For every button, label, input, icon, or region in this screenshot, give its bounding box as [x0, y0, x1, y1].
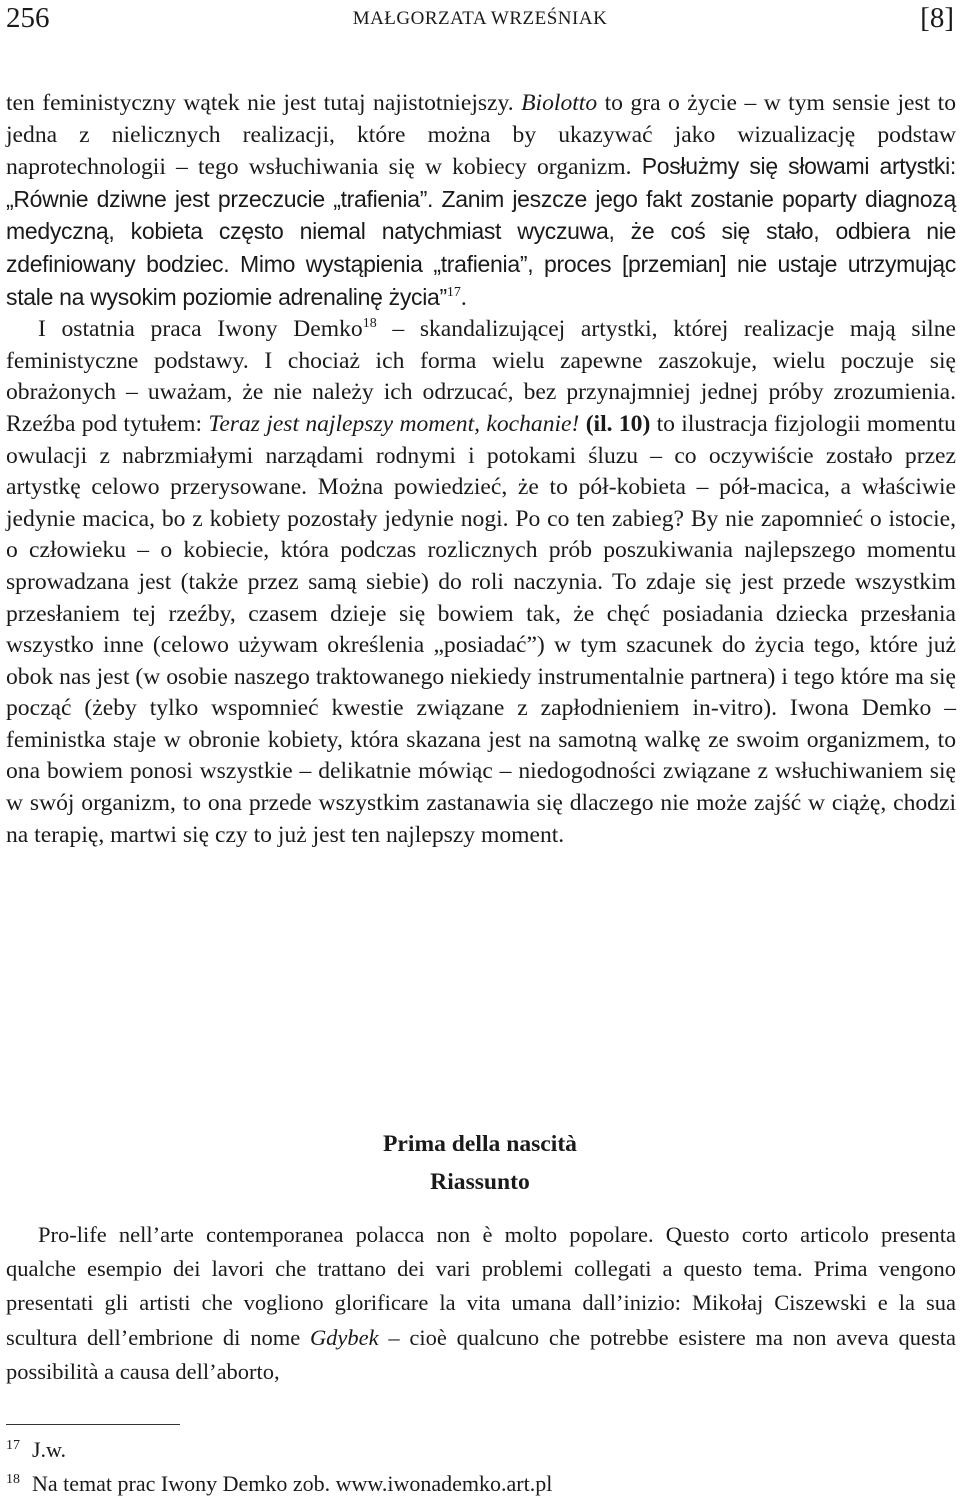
- text-run: – cioè qualcuno che potrebbe esistere ma non aveva questa possibilità a causa dell’aborto,: [6, 1324, 956, 1384]
- running-head-author: MAŁGORZATA WRZEŚNIAK: [352, 8, 608, 29]
- footnotes: [6, 1433, 956, 1501]
- main-text: [6, 88, 956, 851]
- running-header: [6, 0, 954, 44]
- text-run: ten feministyczny wątek nie jest tutaj najistotniejszy.: [6, 90, 522, 116]
- footnote-text: Na temat prac Iwony Demko zob. www.iwonademko.art.pl: [32, 1471, 553, 1496]
- text-run: to gra o życie – w tym sensie jest to jedna z nielicznych realizacji, które można by ukazywać jako wizualizację podstaw naprotechnologii – tego wsłuchiwania się w kobiecy organizm.: [6, 90, 957, 181]
- paragraph-1: [6, 88, 956, 314]
- section-number: [8]: [920, 2, 954, 34]
- artist-quote: Posłużmy się słowami artystki: „Równie dziwne jest przeczucie „trafienia”. Zanim jeszcze jego fakt zostanie poparty diagnozą medyczną, kobieta często niemal natychmiast wyczuwa, że coś się stało, odbiera nie zdefiniowany bodziec. Mimo wystąpienia „trafienia”, proces [przemian] nie ustaje utrzymując stale na wysokim poziomie adrenalinę życia”: [6, 153, 956, 310]
- illustration-ref: (il. 10): [585, 410, 651, 437]
- text-run: I ostatnia praca Iwony Demko: [38, 316, 363, 343]
- text-run: Pro-life nell’arte contemporanea polacca non è molto popolare. Questo corto articolo presenta qualche esempio dei lavori che trattano dei vari problemi collegati a questo tema. Prima vengono presentati gli artisti che vogliono glorificare la vita umana dall’inizio: Mikołaj Ciszewski e la sua scultura dell’embrione di nome: [6, 1222, 956, 1350]
- summary-title: Prima della nascità: [383, 1131, 577, 1157]
- summary-heading: [0, 1125, 960, 1201]
- footnote-18: 18 Na temat prac Iwony Demko zob. www.iwonademko.art.pl: [6, 1471, 553, 1496]
- summary-subtitle: Riassunto: [430, 1169, 530, 1195]
- footnote-ref-17: 17: [446, 284, 461, 300]
- footnote-17: 17 J.w.: [6, 1437, 67, 1462]
- page-number: 256: [6, 2, 50, 34]
- summary-text: [6, 1218, 956, 1389]
- footnote-ref-18: 18: [362, 316, 377, 332]
- text-run: – skandalizującej artystki, której realizacje mają silne feministyczne podstawy. I chociaż ich forma wielu zapewne zaszokuje, wielu poczuje się obrażonych – uważam, że nie należy ich odrzucać, bez przynajmniej jednej próby zrozumienia. Rzeźba pod tytułem:: [6, 316, 956, 437]
- artwork-title-teraz: Teraz jest najlepszy moment, kochanie!: [208, 410, 580, 437]
- artwork-title-gdybek: Gdybek: [309, 1324, 379, 1350]
- text-run: .: [460, 284, 467, 311]
- footnote-divider: [6, 1424, 180, 1425]
- artwork-title-biolotto: Biolotto: [521, 90, 598, 116]
- footnote-text: J.w.: [32, 1437, 67, 1462]
- paragraph-2: [6, 314, 956, 851]
- text-run: to ilustracja fizjologii momentu owulacji z nabrzmiałymi narządami rodnymi i potokami śluzu – co oczywiście zostało przez artystkę celowo przerysowane. Można powiedzieć, że to pół-kobieta – pół-macica, a właściwie jedynie macica, bo z kobiety pozostały jedynie nogi. Po co ten zabieg? By nie zapomnieć o istocie, o człowieku – o kobiecie, która podczas rozlicznych prób poszukiwania najlepszego momentu sprowadzana jest (także przez samą siebie) do roli naczynia. To zdaje się jest przede wszystkim przesłaniem tej rzeźby, czasem dzieje się bowiem tak, że chęć posiadania dziecka przesłania wszystko inne (celowo używam określenia „posiadać”) w tym szacunek do życia tego, które już obok nas jest (w osobie naszego traktowanego niekiedy instrumentalnie partnera) i tego które ma się począć (żeby tylko wspomnieć kwestie związane z zapłodnieniem in-vitro). Iwona Demko – feministka staje w obronie kobiety, która skazana jest na samotną walkę ze swoim organizmem, to ona bowiem ponosi wszystkie – delikatnie mówiąc – niedogodności związane z wsłuchiwaniem się w swój organizm, to ona przede wszystkim zastanawia się dlaczego nie może zajść w ciążę, chodzi na terapię, martwi się czy to już jest ten najlepszy moment.: [6, 410, 956, 848]
- summary-paragraph: [6, 1218, 956, 1389]
